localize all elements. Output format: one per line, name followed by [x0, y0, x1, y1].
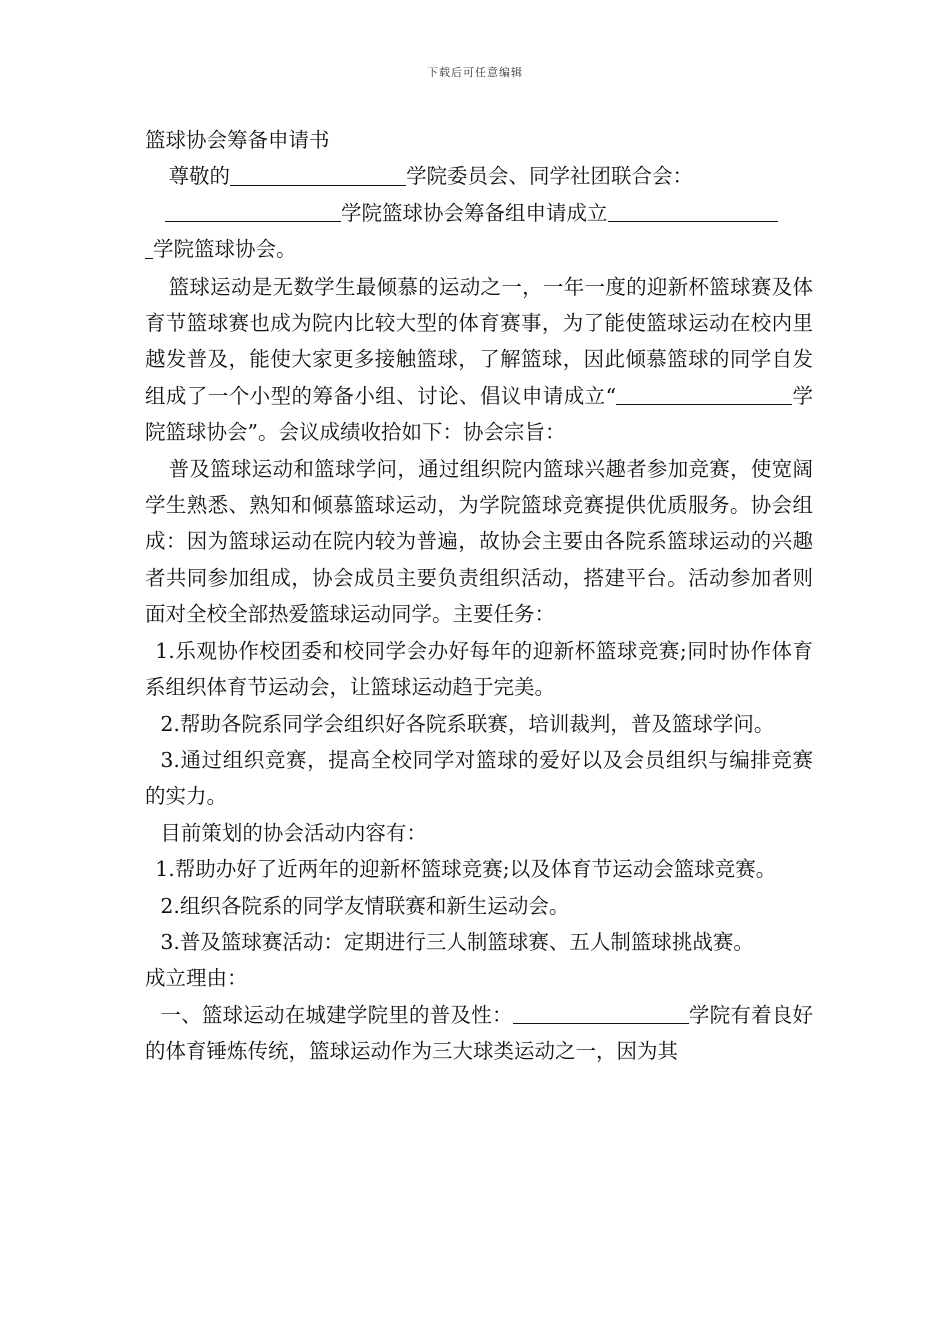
- task-item: 2.帮助各院系同学会组织好各院系联赛，培训裁判，普及篮球学问。: [160, 711, 775, 736]
- blank-continuation: [145, 236, 153, 259]
- header-note: 下载后可任意编辑: [427, 66, 523, 79]
- blank-college-name: [230, 163, 406, 186]
- purpose-paragraph: 普及篮球运动和篮球学问，通过组织院内篮球兴趣者参加竞赛，使宽阔学生熟悉、熟知和倾慕篮球运动，为学院篮球竞赛提供优质服务。协会组成：因为篮球运动在院内较为普遍，故协会主要由各院系篮球运动的兴趣者共同参加组成，协会成员主要负责组织活动，搭建平台。活动参加者则面对全校全部热爱篮球运动同学。主要任务：: [145, 456, 813, 627]
- blank-college-name: [616, 383, 792, 406]
- intro-text-after: 学院篮球协会”。会议成绩收拾如下：协会宗旨：: [145, 383, 813, 445]
- apply-line: [145, 195, 813, 268]
- salutation-suffix: 学院委员会、同学社团联合会：: [406, 164, 694, 189]
- activities-heading: 目前策划的协会活动内容有：: [160, 820, 427, 845]
- blank-college-name: [513, 1002, 689, 1025]
- reason-one: [145, 997, 813, 1070]
- activity-item: 2.组织各院系的同学友情联赛和新生运动会。: [160, 893, 570, 918]
- salutation: [145, 158, 813, 194]
- reason-one-prefix: 一、篮球运动在城建学院里的普及性：: [160, 1002, 513, 1027]
- task-item: 3.通过组织竞赛，提高全校同学对篮球的爱好以及会员组织与编排竞赛的实力。: [145, 747, 813, 809]
- blank-college-name: [608, 200, 778, 223]
- document-title: 篮球协会筹备申请书: [145, 128, 330, 152]
- activity-item: 1.帮助办好了近两年的迎新杯篮球竞赛;以及体育节运动会篮球竞赛。: [155, 857, 777, 882]
- apply-end: 学院篮球协会。: [153, 237, 297, 262]
- apply-mid: 学院篮球协会筹备组申请成立: [341, 200, 608, 225]
- task-item: 1.乐观协作校团委和校同学会办好每年的迎新杯篮球竞赛;同时协作体育系组织体育节运动会，让篮球运动趋于完美。: [145, 638, 813, 700]
- activity-item: 3.普及篮球赛活动：定期进行三人制篮球赛、五人制篮球挑战赛。: [160, 929, 754, 954]
- reason-one-suffix: 学院有着良好的体育锤炼传统，篮球运动作为三大球类运动之一，因为其: [145, 1002, 814, 1064]
- salutation-prefix: 尊敬的: [168, 164, 231, 189]
- blank-college-name: [165, 200, 341, 223]
- intro-text: 篮球运动是无数学生最倾慕的运动之一，一年一度的迎新杯篮球赛及体育节篮球赛也成为院内比较大型的体育赛事，为了能使篮球运动在校内里越发普及，能使大家更多接触篮球，了解篮球，因此倾慕篮球的同学自发组成了一个小型的筹备小组、讨论、倡议申请成立“: [145, 274, 813, 408]
- document-body: [145, 122, 813, 1070]
- intro-paragraph: [145, 269, 813, 451]
- reason-heading: 成立理由：: [145, 966, 248, 991]
